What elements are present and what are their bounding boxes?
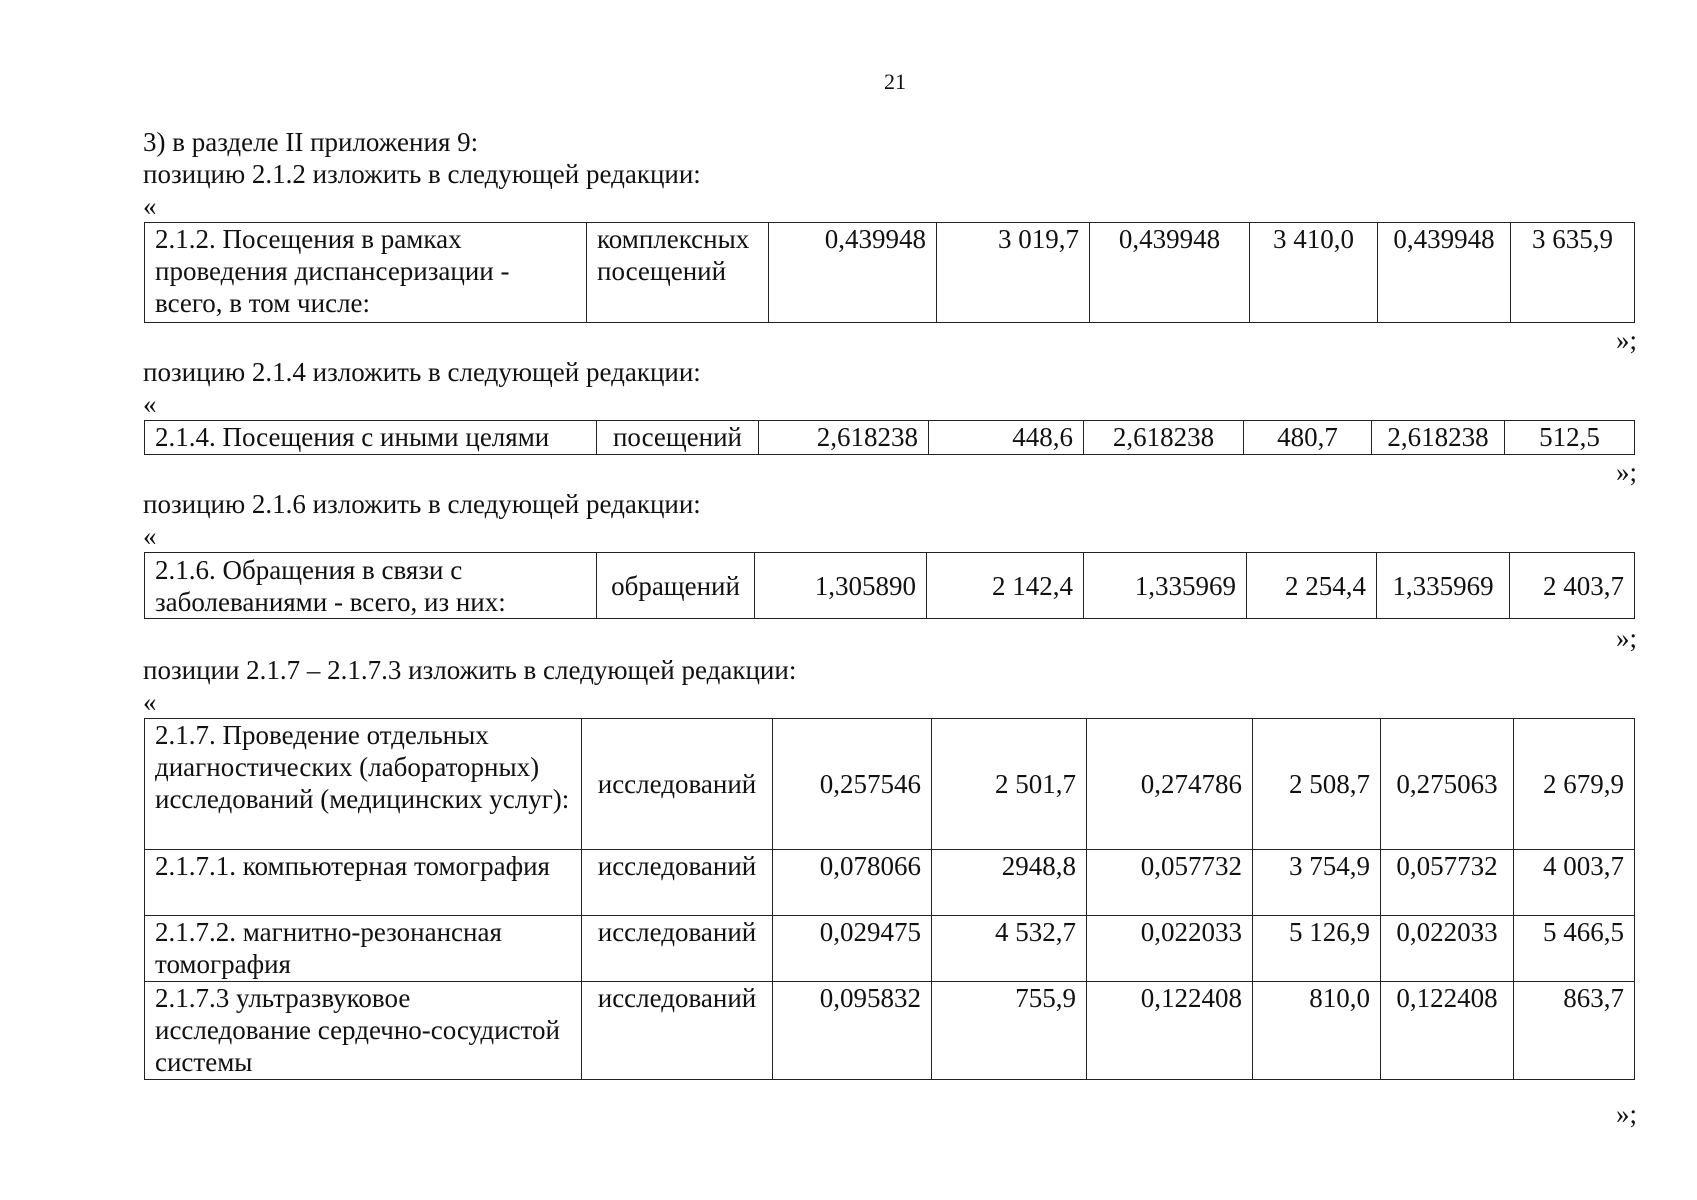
unit-cell: обращений [597,553,755,619]
value-cell: 5 466,5 [1514,916,1635,982]
value-cell: 0,439948 [1090,223,1250,323]
position-name: 2.1.7. Проведение отдельных диагностических (лабораторных) исследований (медицинских услуг): [145,719,582,850]
value-cell: 2 508,7 [1253,719,1381,850]
quote-close: »; [1615,457,1637,487]
table-position-2-1-2 [144,222,1635,323]
value-cell: 3 410,0 [1250,223,1378,323]
value-cell: 0,057732 [1087,850,1253,916]
table-row [145,982,1635,1080]
value-cell: 0,078066 [773,850,932,916]
value-cell: 3 754,9 [1253,850,1381,916]
position-name: 2.1.4. Посещения с иными целями [145,421,597,455]
value-cell: 0,122408 [1087,982,1253,1080]
value-cell: 448,6 [929,421,1084,455]
value-cell: 512,5 [1505,421,1635,455]
table-position-2-1-4 [144,420,1635,455]
value-cell: 2 403,7 [1510,553,1635,619]
value-cell: 4 532,7 [932,916,1087,982]
value-cell: 755,9 [932,982,1087,1080]
value-cell: 4 003,7 [1514,850,1635,916]
table-row [145,553,1635,619]
position-name: 2.1.2. Посещения в рамках проведения диспансеризации - всего, в том числе: [145,223,587,323]
value-cell: 2,618238 [1372,421,1505,455]
value-cell: 1,305890 [755,553,927,619]
value-cell: 3 635,9 [1511,223,1635,323]
value-cell: 810,0 [1253,982,1381,1080]
instruction-2-1-2: позицию 2.1.2 изложить в следующей редакции: [143,159,701,189]
value-cell: 2,618238 [759,421,929,455]
page-number: 21 [884,69,906,94]
value-cell: 2,618238 [1084,421,1244,455]
table-row [145,223,1635,323]
table-row [145,850,1635,916]
value-cell: 480,7 [1244,421,1372,455]
position-name: 2.1.7.1. компьютерная томография [145,850,582,916]
unit-cell: исследований [582,982,773,1080]
value-cell: 2 254,4 [1247,553,1377,619]
value-cell: 2948,8 [932,850,1087,916]
value-cell: 1,335969 [1377,553,1510,619]
quote-open: « [143,521,157,551]
unit-cell: исследований [582,719,773,850]
value-cell: 1,335969 [1084,553,1247,619]
position-name: 2.1.6. Обращения в связи с заболеваниями - всего, из них: [145,553,597,619]
quote-close: »; [1615,325,1637,355]
quote-close: »; [1615,623,1637,653]
value-cell: 0,029475 [773,916,932,982]
value-cell: 0,257546 [773,719,932,850]
table-row [145,916,1635,982]
value-cell: 0,122408 [1381,982,1514,1080]
value-cell: 0,439948 [769,223,937,323]
value-cell: 0,095832 [773,982,932,1080]
position-name: 2.1.7.3 ультразвуковое исследование сердечно-сосудистой системы [145,982,582,1080]
value-cell: 2 501,7 [932,719,1087,850]
value-cell: 0,439948 [1378,223,1511,323]
value-cell: 0,022033 [1381,916,1514,982]
table-positions-2-1-7 [144,718,1635,1080]
value-cell: 2 142,4 [927,553,1084,619]
intro-line: 3) в разделе II приложения 9: [143,127,479,157]
value-cell: 0,022033 [1087,916,1253,982]
quote-open: « [143,389,157,419]
quote-open: « [143,191,157,221]
value-cell: 0,057732 [1381,850,1514,916]
instruction-2-1-6: позицию 2.1.6 изложить в следующей редакции: [143,489,701,519]
quote-open: « [143,687,157,717]
unit-cell: посещений [597,421,759,455]
unit-cell: комплексных посещений [587,223,769,323]
value-cell: 2 679,9 [1514,719,1635,850]
value-cell: 5 126,9 [1253,916,1381,982]
value-cell: 3 019,7 [937,223,1090,323]
table-row [145,719,1635,850]
unit-cell: исследований [582,916,773,982]
value-cell: 0,274786 [1087,719,1253,850]
instruction-2-1-4: позицию 2.1.4 изложить в следующей редакции: [143,357,701,387]
unit-cell: исследований [582,850,773,916]
table-position-2-1-6 [144,552,1635,619]
table-row [145,421,1635,455]
instruction-2-1-7: позиции 2.1.7 – 2.1.7.3 изложить в следующей редакции: [143,655,797,685]
value-cell: 863,7 [1514,982,1635,1080]
position-name: 2.1.7.2. магнитно-резонансная томография [145,916,582,982]
value-cell: 0,275063 [1381,719,1514,850]
quote-close: »; [1615,1099,1637,1129]
